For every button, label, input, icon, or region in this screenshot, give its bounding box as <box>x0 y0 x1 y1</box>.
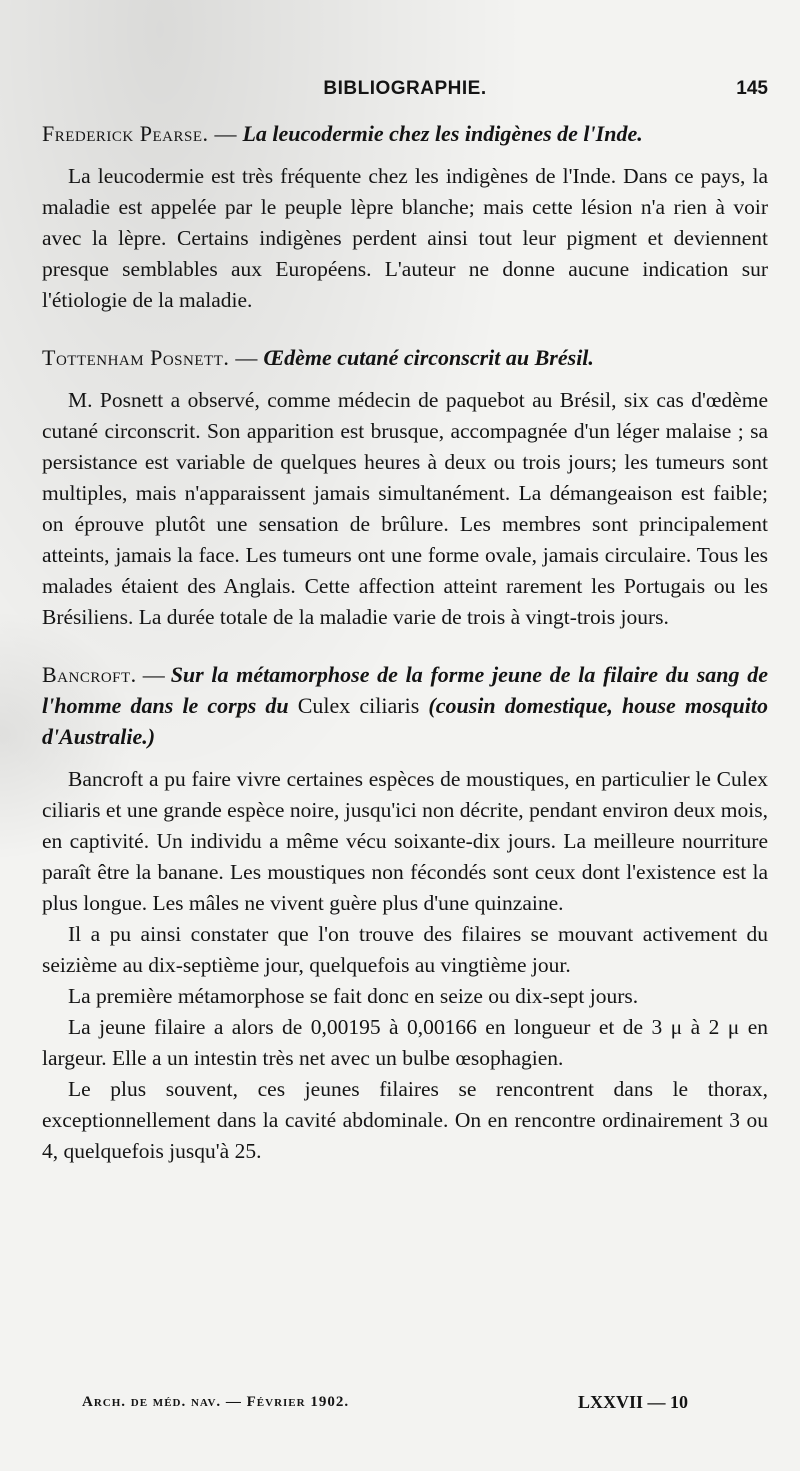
entry-title-species: Culex ciliaris <box>297 693 420 718</box>
running-head <box>42 78 768 108</box>
entry-dash: — <box>235 345 258 370</box>
bibliography-entry-bancroft <box>42 659 768 1167</box>
entry-heading <box>42 118 768 149</box>
text-block <box>42 118 768 1167</box>
page-footer <box>82 1392 688 1420</box>
entry-author: Tottenham Posnett. <box>42 345 230 370</box>
section-spacer <box>42 633 768 659</box>
bibliography-entry-pearse <box>42 118 768 316</box>
entry-dash: — <box>142 662 165 687</box>
entry-author: Bancroft. <box>42 662 137 687</box>
entry-paragraph: Le plus souvent, ces jeunes filaires se rencontrent dans le thorax, exceptionnellement dans la cavité abdominale. On en rencontre ordinairement 3 ou 4, quelquefois jusqu'à 25. <box>42 1077 768 1163</box>
running-head-title: BIBLIOGRAPHIE. <box>323 78 487 99</box>
entry-title: La leucodermie chez les indigènes de l'Inde. <box>242 121 643 146</box>
footer-signature: LXXVII — 10 <box>577 1392 688 1412</box>
entry-heading <box>42 659 768 752</box>
entry-paragraph: Il a pu ainsi constater que l'on trouve des filaires se mouvant activement du seizième au dix-septième jour, quelquefois au vingtième jour. <box>42 922 768 977</box>
entry-paragraph: La première métamorphose se fait donc en seize ou dix-sept jours. <box>68 984 639 1008</box>
bibliography-entry-posnett <box>42 342 768 633</box>
entry-paragraph: La leucodermie est très fréquente chez les indigènes de l'Inde. Dans ce pays, la maladie est appelée par le peuple lèpre blanche; mais cette lésion n'a rien à voir avec la lèpre. Certains indigènes perdent ainsi tout leur pigment et deviennent presque semblables aux Européens. L'auteur ne donne aucune indication sur l'étiologie de la maladie. <box>42 164 768 312</box>
entry-heading <box>42 342 768 373</box>
section-spacer <box>42 316 768 342</box>
page-number: 145 <box>736 78 768 99</box>
entry-author: Frederick Pearse. <box>42 121 209 146</box>
entry-dash: — <box>214 121 237 146</box>
footer-journal: Arch. de méd. nav. — Février 1902. <box>82 1394 350 1410</box>
entry-title: Sur la métamorphose de la forme jeune de la filaire du sang de l'homme dans le corps du <box>42 662 768 718</box>
entry-title-continued: (cousin domestique, house mosquito d'Australie.) <box>42 693 768 749</box>
entry-paragraph: La jeune filaire a alors de 0,00195 à 0,00166 en longueur et de 3 μ à 2 μ en largeur. Elle a un intestin très net avec un bulbe œsophagien. <box>42 1015 768 1070</box>
entry-title: Œdème cutané circonscrit au Brésil. <box>263 345 594 370</box>
entry-paragraph: M. Posnett a observé, comme médecin de paquebot au Brésil, six cas d'œdème cutané circonscrit. Son apparition est brusque, accompagnée d'un léger malaise ; sa persistance est variable de quelques heures à deux ou trois jours; les tumeurs sont multiples, mais n'apparaissent jamais simultanément. La démangeaison est faible; on éprouve plutôt une sensation de brûlure. Les membres sont principalement atteints, jamais la face. Les tumeurs ont une forme ovale, jamais circulaire. Tous les malades étaient des Anglais. Cette affection atteint rarement les Portugais ou les Brésiliens. La durée totale de la maladie varie de trois à vingt-trois jours. <box>42 388 768 629</box>
entry-paragraph: Bancroft a pu faire vivre certaines espèces de moustiques, en particulier le Culex ciliaris et une grande espèce noire, jusqu'ici non décrite, pendant environ deux mois, en captivité. Un individu a même vécu soixante-dix jours. La meilleure nourriture paraît être la banane. Les moustiques non fécondés sont ceux dont l'existence est la plus longue. Les mâles ne vivent guère plus d'une quinzaine. <box>42 767 768 915</box>
